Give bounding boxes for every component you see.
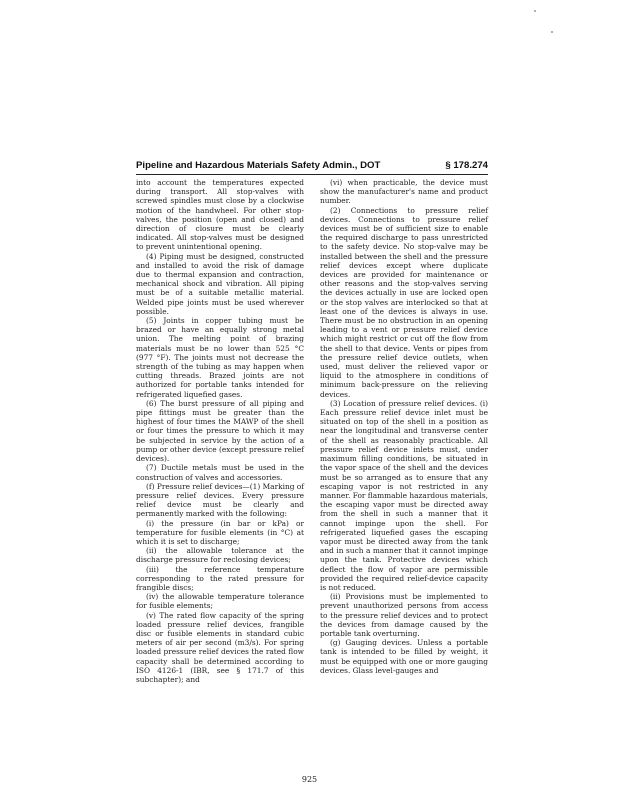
header-agency-title: Pipeline and Hazardous Materials Safety Admin., DOT: [136, 160, 381, 171]
paragraph: (7) Ductile metals must be used in the construction of valves and accessories.: [136, 463, 304, 482]
paragraph: (3) Location of pressure relief devices. (i) Each pressure relief device inlet must be situated on top of the shell in a position as near the longitudinal and transverse center of the shell as reasonably practicable. All pressure relief device inlets must, under maximum filling conditions, be situated in the vapor space of the shell and the devices must be so arranged as to ensure that any escaping vapor is not restricted in any manner. For flammable hazardous materials, the escaping vapor must be directed away from the shell in such a manner that it cannot impinge upon the shell. For refrigerated liquefied gases the escaping vapor must be directed away from the tank and in such a manner that it cannot impinge upon the tank. Protective devices which deflect the flow of vapor are permissible provided the required relief-device capacity is not reduced.: [320, 398, 489, 592]
paragraph: (f) Pressure relief devices—(1) Marking of pressure relief devices. Every pressure relief device must be clearly and permanently marked with the following:: [136, 481, 304, 519]
header-section-number: § 178.274: [445, 160, 488, 171]
paragraph: (iv) the allowable temperature tolerance for fusible elements;: [136, 592, 304, 611]
paragraph: (ii) Provisions must be implemented to prevent unauthorized persons from access to the pressure relief devices and to protect the devices from damage caused by the portable tank overturning.: [320, 592, 488, 638]
paragraph: (vi) when practicable, the device must show the manufacturer's name and product number.: [320, 178, 488, 206]
paragraph: into account the temperatures expected during transport. All stop-valves with screwed spindles must close by a clockwise motion of the handwheel. For other stop-valves, the position (open and closed) and direction of closure must be clearly indicated. All stop-valves must be designed to prevent unintentional opening.: [136, 178, 304, 252]
paragraph: (2) Connections to pressure relief devices. Connections to pressure relief devices must be of sufficient size to enable the required discharge to pass unrestricted to the safety device. No stop-valve may be installed between the shell and the pressure relief devices except where duplicate devices are provided for maintenance or other reasons and the stop-valves serving the devices actually in use are locked open or the stop valves are interlocked so that at least one of the devices is always in use. There must be no obstruction in an opening leading to a vent or pressure relief device which might restrict or cut off the flow from the shell to that device. Vents or pipes from the pressure relief device outlets, when used, must deliver the relieved vapor or liquid to the atmosphere in conditions of minimum back-pressure on the relieving devices.: [320, 205, 488, 399]
paragraph: (g) Gauging devices. Unless a portable tank is intended to be filled by weight, it must be equipped with one or more gauging devices. Glass level-gauges and: [320, 638, 488, 675]
running-header: [136, 160, 488, 175]
paragraph: (ii) the allowable tolerance at the discharge pressure for reclosing devices;: [136, 546, 304, 565]
paragraph: (5) Joints in copper tubing must be brazed or have an equally strong metal union. The melting point of brazing materials must be no lower than 525 °C (977 °F). The joints must not decrease the strength of the tubing as may happen when cutting threads. Brazed joints are not authorized for portable tanks intended for refrigerated liquefied gases.: [136, 316, 304, 399]
paragraph: (6) The burst pressure of all piping and pipe fittings must be greater than the highest of four times the MAWP of the shell or four times the pressure to which it may be subjected in service by the action of a pump or other device (except pressure relief devices).: [136, 398, 304, 464]
paragraph: (i) the pressure (in bar or kPa) or temperature for fusible elements (in °C) at which it is set to discharge;: [136, 518, 304, 546]
paragraph: (4) Piping must be designed, constructed and installed to avoid the risk of damage due to thermal expansion and contraction, mechanical shock and vibration. All piping must be of a suitable metallic material. Welded pipe joints must be used wherever possible.: [136, 251, 304, 316]
paragraph: (iii) the reference temperature corresponding to the rated pressure for frangible discs;: [136, 564, 304, 592]
right-text-column: [320, 178, 488, 675]
scan-speck: [534, 10, 536, 12]
page-number: 925: [301, 775, 318, 784]
left-text-column: [136, 178, 304, 684]
paragraph: (v) The rated flow capacity of the spring loaded pressure relief devices, frangible disc or fusible elements in standard cubic meters of air per second (m3/s). For spring loaded pressure relief devices the rated flow capacity shall be determined according to ISO 4126-1 (IBR, see § 171.7 of this subchapter); and: [136, 610, 304, 684]
scan-speck: [551, 31, 553, 33]
